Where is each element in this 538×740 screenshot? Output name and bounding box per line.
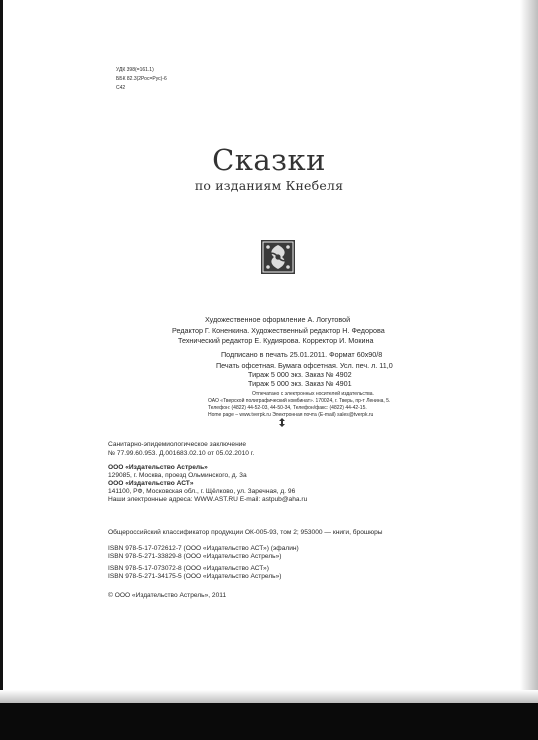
scan-bottom-fade [0, 690, 538, 703]
sanitary-conclusion: Санитарно-эпидемиологическое заключение [108, 441, 247, 448]
publisher-astrel: ООО «Издательство Астрель» [108, 464, 208, 471]
isbn-ast-1: ISBN 978-5-17-072612-7 (ООО «Издательство АСТ») (эфалин) [108, 545, 299, 552]
print-run-4902: Тираж 5 000 экз. Заказ № 4902 [248, 370, 352, 379]
publisher-astrel-address: 129085, г. Москва, проезд Ольминского, д. 3а [108, 472, 247, 479]
book-subtitle: по изданиям Кнебеля [194, 178, 344, 193]
isbn-ast-2: ISBN 978-5-17-073072-8 (ООО «Издательство АСТ») [108, 565, 269, 572]
isbn-astrel-1: ISBN 978-5-271-33829-8 (ООО «Издательство Астрель») [108, 553, 282, 560]
printer-logo-icon [278, 418, 286, 427]
product-classifier: Общероссийский классификатор продукции ОК-005-93, том 2; 953000 — книги, брошюры [108, 529, 383, 536]
scan-right-shadow [520, 0, 538, 700]
publisher-ast: ООО «Издательство АСТ» [108, 480, 194, 487]
bbk-code: ББК 82.3(2Рос=Рус)-6 [116, 76, 167, 82]
printer-web: Home page – www.tverpk.ru Электронная почта (E-mail) sales@tverpk.ru [208, 412, 374, 418]
catalog-code: С42 [116, 85, 126, 91]
printer-phone: Телефон: (4822) 44-52-03, 44-50-34, Телефон/факс: (4822) 44-42-15. [208, 405, 367, 411]
publisher-email: Наши электронные адреса: WWW.AST.RU E-mail: astpub@aha.ru [108, 496, 308, 503]
print-run-4901: Тираж 5 000 экз. Заказ № 4901 [248, 379, 352, 388]
printer-address: ОАО «Тверской полиграфический комбинат». 170024, г. Тверь, пр-т Ленина, 5. [208, 398, 391, 404]
print-signed-date: Подписано в печать 25.01.2011. Формат 60х90/8 [221, 350, 383, 359]
scan-left-edge [0, 0, 3, 740]
credit-technical-editor: Технический редактор Е. Кудиярова. Корректор И. Мокина [178, 336, 374, 345]
print-method: Печать офсетная. Бумага офсетная. Усл. печ. л. 11,0 [216, 361, 393, 370]
scan-bottom-edge [0, 703, 538, 740]
publisher-ast-address: 141100, РФ, Московская обл., г. Щёлково, ул. Заречная, д. 96 [108, 488, 296, 495]
ornament-emblem-icon [261, 240, 295, 274]
sanitary-number: № 77.99.60.953. Д.001683.02.10 от 05.02.2010 г. [108, 450, 255, 457]
printed-from-notice: Отпечатано с электронных носителей издательства. [252, 391, 374, 397]
udk-code: УДК 398(=161.1) [116, 67, 154, 73]
credit-editors: Редактор Г. Коненкина. Художественный редактор Н. Федорова [172, 326, 385, 335]
isbn-astrel-2: ISBN 978-5-271-34175-5 (ООО «Издательство Астрель») [108, 573, 282, 580]
copyright: © ООО «Издательство Астрель», 2011 [108, 592, 227, 599]
book-title: Сказки [212, 143, 326, 177]
credit-art-design: Художественное оформление А. Логутовой [205, 315, 351, 324]
